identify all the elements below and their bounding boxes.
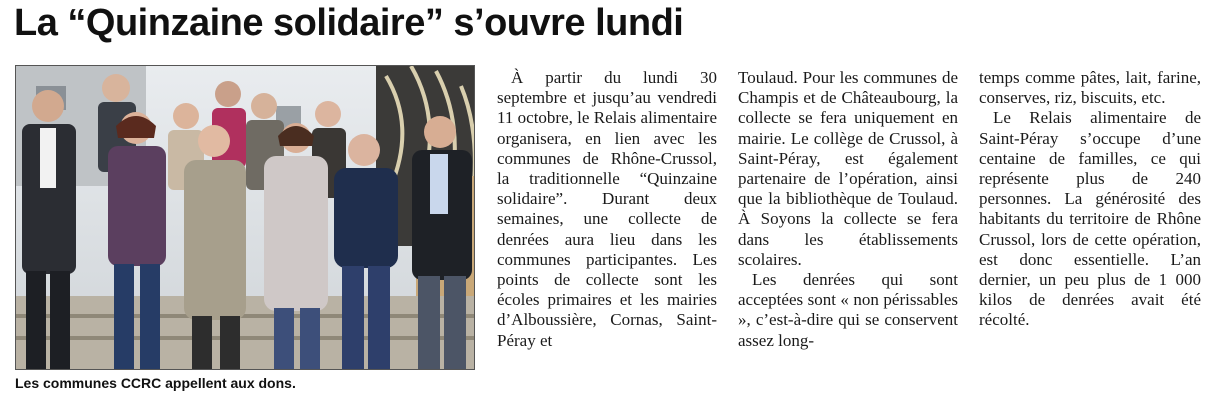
group-photo <box>15 65 475 370</box>
article-paragraph: Les denrées qui sont acceptées sont « non périssables », c’est-à-dire qui se conservent assez long- <box>738 270 958 350</box>
article-headline: La “Quinzaine solidaire” s’ouvre lundi <box>14 2 684 44</box>
article-column-1 <box>497 68 717 351</box>
photo-caption: Les communes CCRC appellent aux dons. <box>15 375 296 391</box>
article-paragraph: À partir du lundi 30 septembre et jusqu’au vendredi 11 octobre, le Relais alimentaire organisera, en lien avec les communes de Rhône-Crussol, la traditionnelle “Quinzaine solidaire”. Durant deux semaines, une collecte de denrées aura lieu dans les communes participantes. Les points de collecte sont les écoles primaires et les mairies d’Alboussière, Cornas, Saint-Péray et <box>497 68 717 350</box>
article-paragraph: Le Relais alimentaire de Saint-Péray s’occupe d’une centaine de familles, ce qui représente plus de 240 personnes. La générosité des habitants du territoire de Rhône Crussol, lors de cette opération, est donc essentielle. L’an dernier, un peu plus de 1 000 kilos de denrées avait été récolté. <box>979 108 1201 330</box>
group-photo-illustration <box>16 66 475 370</box>
article-paragraph: Toulaud. Pour les communes de Champis et de Châteaubourg, la collecte se fera uniquement en mairie. Le collège de Crussol, à Saint-Péray, est également partenaire de l’opération, ainsi que la bibliothèque de Toulaud. À Soyons la collecte se fera dans les établissements scolaires. <box>738 68 958 269</box>
article-column-2 <box>738 68 958 351</box>
article-paragraph: temps comme pâtes, lait, farine, conserves, riz, biscuits, etc. <box>979 68 1201 108</box>
article-column-3 <box>979 68 1201 331</box>
